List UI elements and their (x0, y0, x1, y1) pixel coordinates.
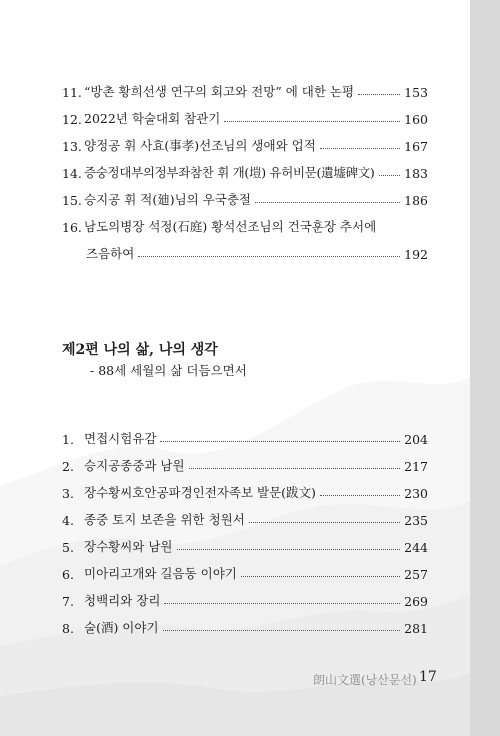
toc-entry-page: 257 (404, 567, 428, 582)
page-edge (470, 0, 500, 736)
toc-entry-title: 미아리고개와 길음동 이야기 (84, 566, 237, 581)
dotted-leader (320, 495, 400, 496)
toc-entry-title: 승지공종중과 남원 (84, 458, 185, 473)
dotted-leader (241, 576, 400, 577)
dotted-leader (320, 148, 400, 149)
footer-page-number: 17 (419, 669, 437, 685)
toc-entry-continuation[interactable] (62, 235, 428, 262)
dotted-leader (164, 603, 400, 604)
toc-entry-title: 남도의병장 석정(石庭) 황석선조님의 건국훈장 추서에 (84, 219, 377, 234)
toc-entry[interactable] (62, 73, 428, 100)
toc-entry-page: 186 (404, 193, 428, 208)
toc-entry[interactable] (62, 609, 428, 636)
toc-entry-page: 217 (404, 459, 428, 474)
section-subtitle: - 88세 세월의 삶 더듬으면서 (90, 363, 247, 378)
toc-entry[interactable] (62, 555, 428, 582)
toc-entry-title: 장수황씨호안공파경인전자족보 발문(跋文) (84, 485, 316, 500)
toc-entry-title: “방촌 황희선생 연구의 회고와 전망” 에 대한 논평 (84, 84, 355, 99)
toc-entry-number: 5. (62, 540, 74, 555)
toc-entry-title: 면접시험유감 (84, 431, 157, 446)
toc-entry[interactable] (62, 208, 428, 235)
toc-entry[interactable] (62, 100, 428, 127)
toc-entry-page: 167 (404, 139, 428, 154)
toc-entry-page: 192 (404, 247, 428, 262)
dotted-leader (249, 522, 400, 523)
toc-entry[interactable] (62, 420, 428, 447)
toc-entry[interactable] (62, 582, 428, 609)
toc-entry-number: 16. (62, 220, 82, 235)
toc-entry-page: 269 (404, 594, 428, 609)
toc-entry-page: 160 (404, 112, 428, 127)
toc-entry-page: 281 (404, 621, 428, 636)
toc-entry-title: 증숭정대부의정부좌참찬 휘 개(塏) 유허비문(遺墟碑文) (84, 165, 375, 180)
toc-entry[interactable] (62, 474, 428, 501)
toc-entry-number: 13. (62, 139, 82, 154)
dotted-leader (379, 175, 401, 176)
toc-entry-title: 양정공 휘 사효(事孝)선조님의 생애와 업적 (84, 138, 316, 153)
toc-entry-page: 230 (404, 486, 428, 501)
toc-entry-page: 235 (404, 513, 428, 528)
toc-entry-number: 11. (62, 85, 82, 100)
toc-entry[interactable] (62, 528, 428, 555)
toc-entry-number: 2. (62, 459, 74, 474)
toc-entry-number: 7. (62, 594, 74, 609)
dotted-leader (160, 441, 400, 442)
toc-entry-page: 183 (404, 166, 428, 181)
dotted-leader (255, 202, 400, 203)
toc-entry-title: 승지공 휘 적(廸)님의 우국충절 (84, 192, 251, 207)
dotted-leader (358, 94, 400, 95)
toc-entry-page: 244 (404, 540, 428, 555)
toc-list-part2 (62, 420, 428, 636)
toc-entry-number: 8. (62, 621, 74, 636)
toc-entry-title: 청백리와 장리 (84, 593, 161, 608)
toc-entry-number: 12. (62, 112, 82, 127)
footer-book-title: 朗山文選(낭산문선) (313, 673, 417, 687)
toc-entry-number: 1. (62, 432, 74, 447)
toc-entry-number: 4. (62, 513, 74, 528)
dotted-leader (138, 256, 400, 257)
toc-entry-number: 14. (62, 166, 82, 181)
toc-entry-number: 15. (62, 193, 82, 208)
toc-entry-number: 6. (62, 567, 74, 582)
toc-entry-number: 3. (62, 486, 74, 501)
toc-entry-title: 즈음하여 (86, 246, 135, 261)
toc-entry[interactable] (62, 181, 428, 208)
toc-entry[interactable] (62, 501, 428, 528)
toc-entry[interactable] (62, 154, 428, 181)
dotted-leader (177, 549, 401, 550)
toc-entry[interactable] (62, 127, 428, 154)
toc-entry-page: 153 (404, 85, 428, 100)
toc-list-part1 (62, 73, 428, 262)
dotted-leader (224, 121, 400, 122)
toc-entry-page: 204 (404, 432, 428, 447)
toc-entry-title: 종중 토지 보존을 위한 청원서 (84, 512, 245, 527)
toc-entry-title: 술(酒) 이야기 (84, 620, 159, 635)
section-title: 제2편 나의 삶, 나의 생각 (62, 342, 218, 358)
toc-entry-title: 장수황씨와 남원 (84, 539, 173, 554)
toc-entry[interactable] (62, 447, 428, 474)
dotted-leader (163, 630, 401, 631)
toc-entry-title: 2022년 학술대회 참관기 (84, 111, 221, 126)
dotted-leader (189, 468, 401, 469)
